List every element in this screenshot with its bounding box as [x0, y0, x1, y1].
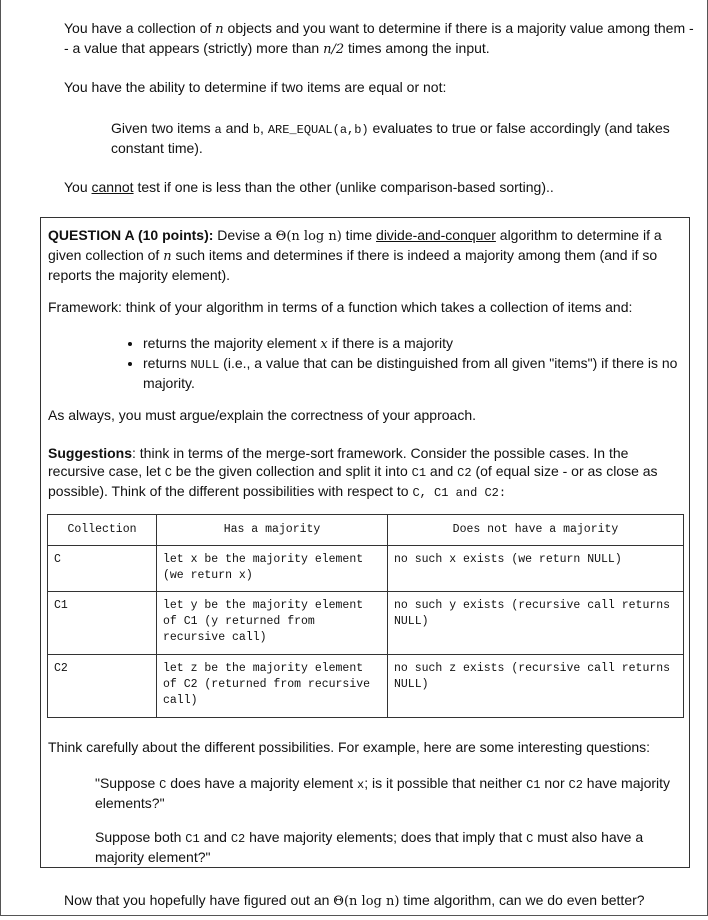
- table-cell: let y be the majority element of C1 (y returned from recursive call): [157, 592, 388, 655]
- bullet-majority: • returns the majority element x if there is a majority: [143, 334, 703, 354]
- table-cell: C2: [48, 655, 157, 718]
- table-row: [48, 655, 684, 718]
- question-heading: QUESTION A (10 points):: [48, 227, 214, 243]
- table-cell: let x be the majority element (we return x): [157, 546, 388, 592]
- intro-paragraph-2: You have the ability to determine if two items are equal or not:: [64, 79, 447, 95]
- interesting-question-1: "Suppose C does have a majority element x; is it possible that neither C1 nor C2 have majority elements?": [95, 775, 671, 811]
- think-text: Think carefully about the different possibilities. For example, here are some interesting questions:: [48, 739, 651, 755]
- table-cell: C: [48, 546, 157, 592]
- table-header: Collection: [48, 515, 157, 546]
- table-row: [48, 592, 684, 655]
- table-cell: C1: [48, 592, 157, 655]
- suggestions-text: Suggestions: think in terms of the merge-sort framework. Consider the possible cases. In the recursive case, let C be the given collection and split it into C1 and C2 (of equal size - or as close as possible). Think of the different possibilities with respect to C, C1 and C2:: [48, 445, 658, 500]
- question-box: [40, 217, 690, 868]
- cases-table: [47, 514, 684, 718]
- bullet-null: • returns NULL (i.e., a value that can be distinguished from all given "items") if there is no majority.: [143, 354, 703, 392]
- table-cell: no such z exists (recursive call returns NULL): [388, 655, 684, 718]
- table-cell: let z be the majority element of C2 (returned from recursive call): [157, 655, 388, 718]
- intro-paragraph-3: Given two items a and b, ARE_EQUAL(a,b) evaluates to true or false accordingly (and takes constant time).: [111, 120, 670, 156]
- framework-bullets: [121, 334, 703, 392]
- table-header: Does not have a majority: [388, 515, 684, 546]
- table-cell: no such y exists (recursive call returns NULL): [388, 592, 684, 655]
- table-cell: no such x exists (we return NULL): [388, 546, 684, 592]
- interesting-question-2: Suppose both C1 and C2 have majority elements; does that imply that C must also have a majority element?": [95, 829, 644, 865]
- table-row: [48, 546, 684, 592]
- correctness-note: As always, you must argue/explain the correctness of your approach.: [48, 407, 476, 423]
- framework-text: Framework: think of your algorithm in terms of a function which takes a collection of items and:: [48, 299, 633, 315]
- table-header-row: [48, 515, 684, 546]
- intro-paragraph-4: You cannot test if one is less than the other (unlike comparison-based sorting)..: [64, 179, 554, 195]
- closing-question: Now that you hopefully have figured out an Θ(n log n) time algorithm, can we do even better?: [64, 892, 645, 909]
- table-header: Has a majority: [157, 515, 388, 546]
- intro-paragraph-1: You have a collection of n objects and you want to determine if there is a majority value among them -- a value that appears (strictly) more than n/2 times among the input.: [64, 20, 694, 57]
- question-statement: QUESTION A (10 points): Devise a Θ(n log n) time divide-and-conquer algorithm to determine if a given collection of n such items and determines if there is indeed a majority among them (and if so reports the majority element).: [48, 227, 662, 283]
